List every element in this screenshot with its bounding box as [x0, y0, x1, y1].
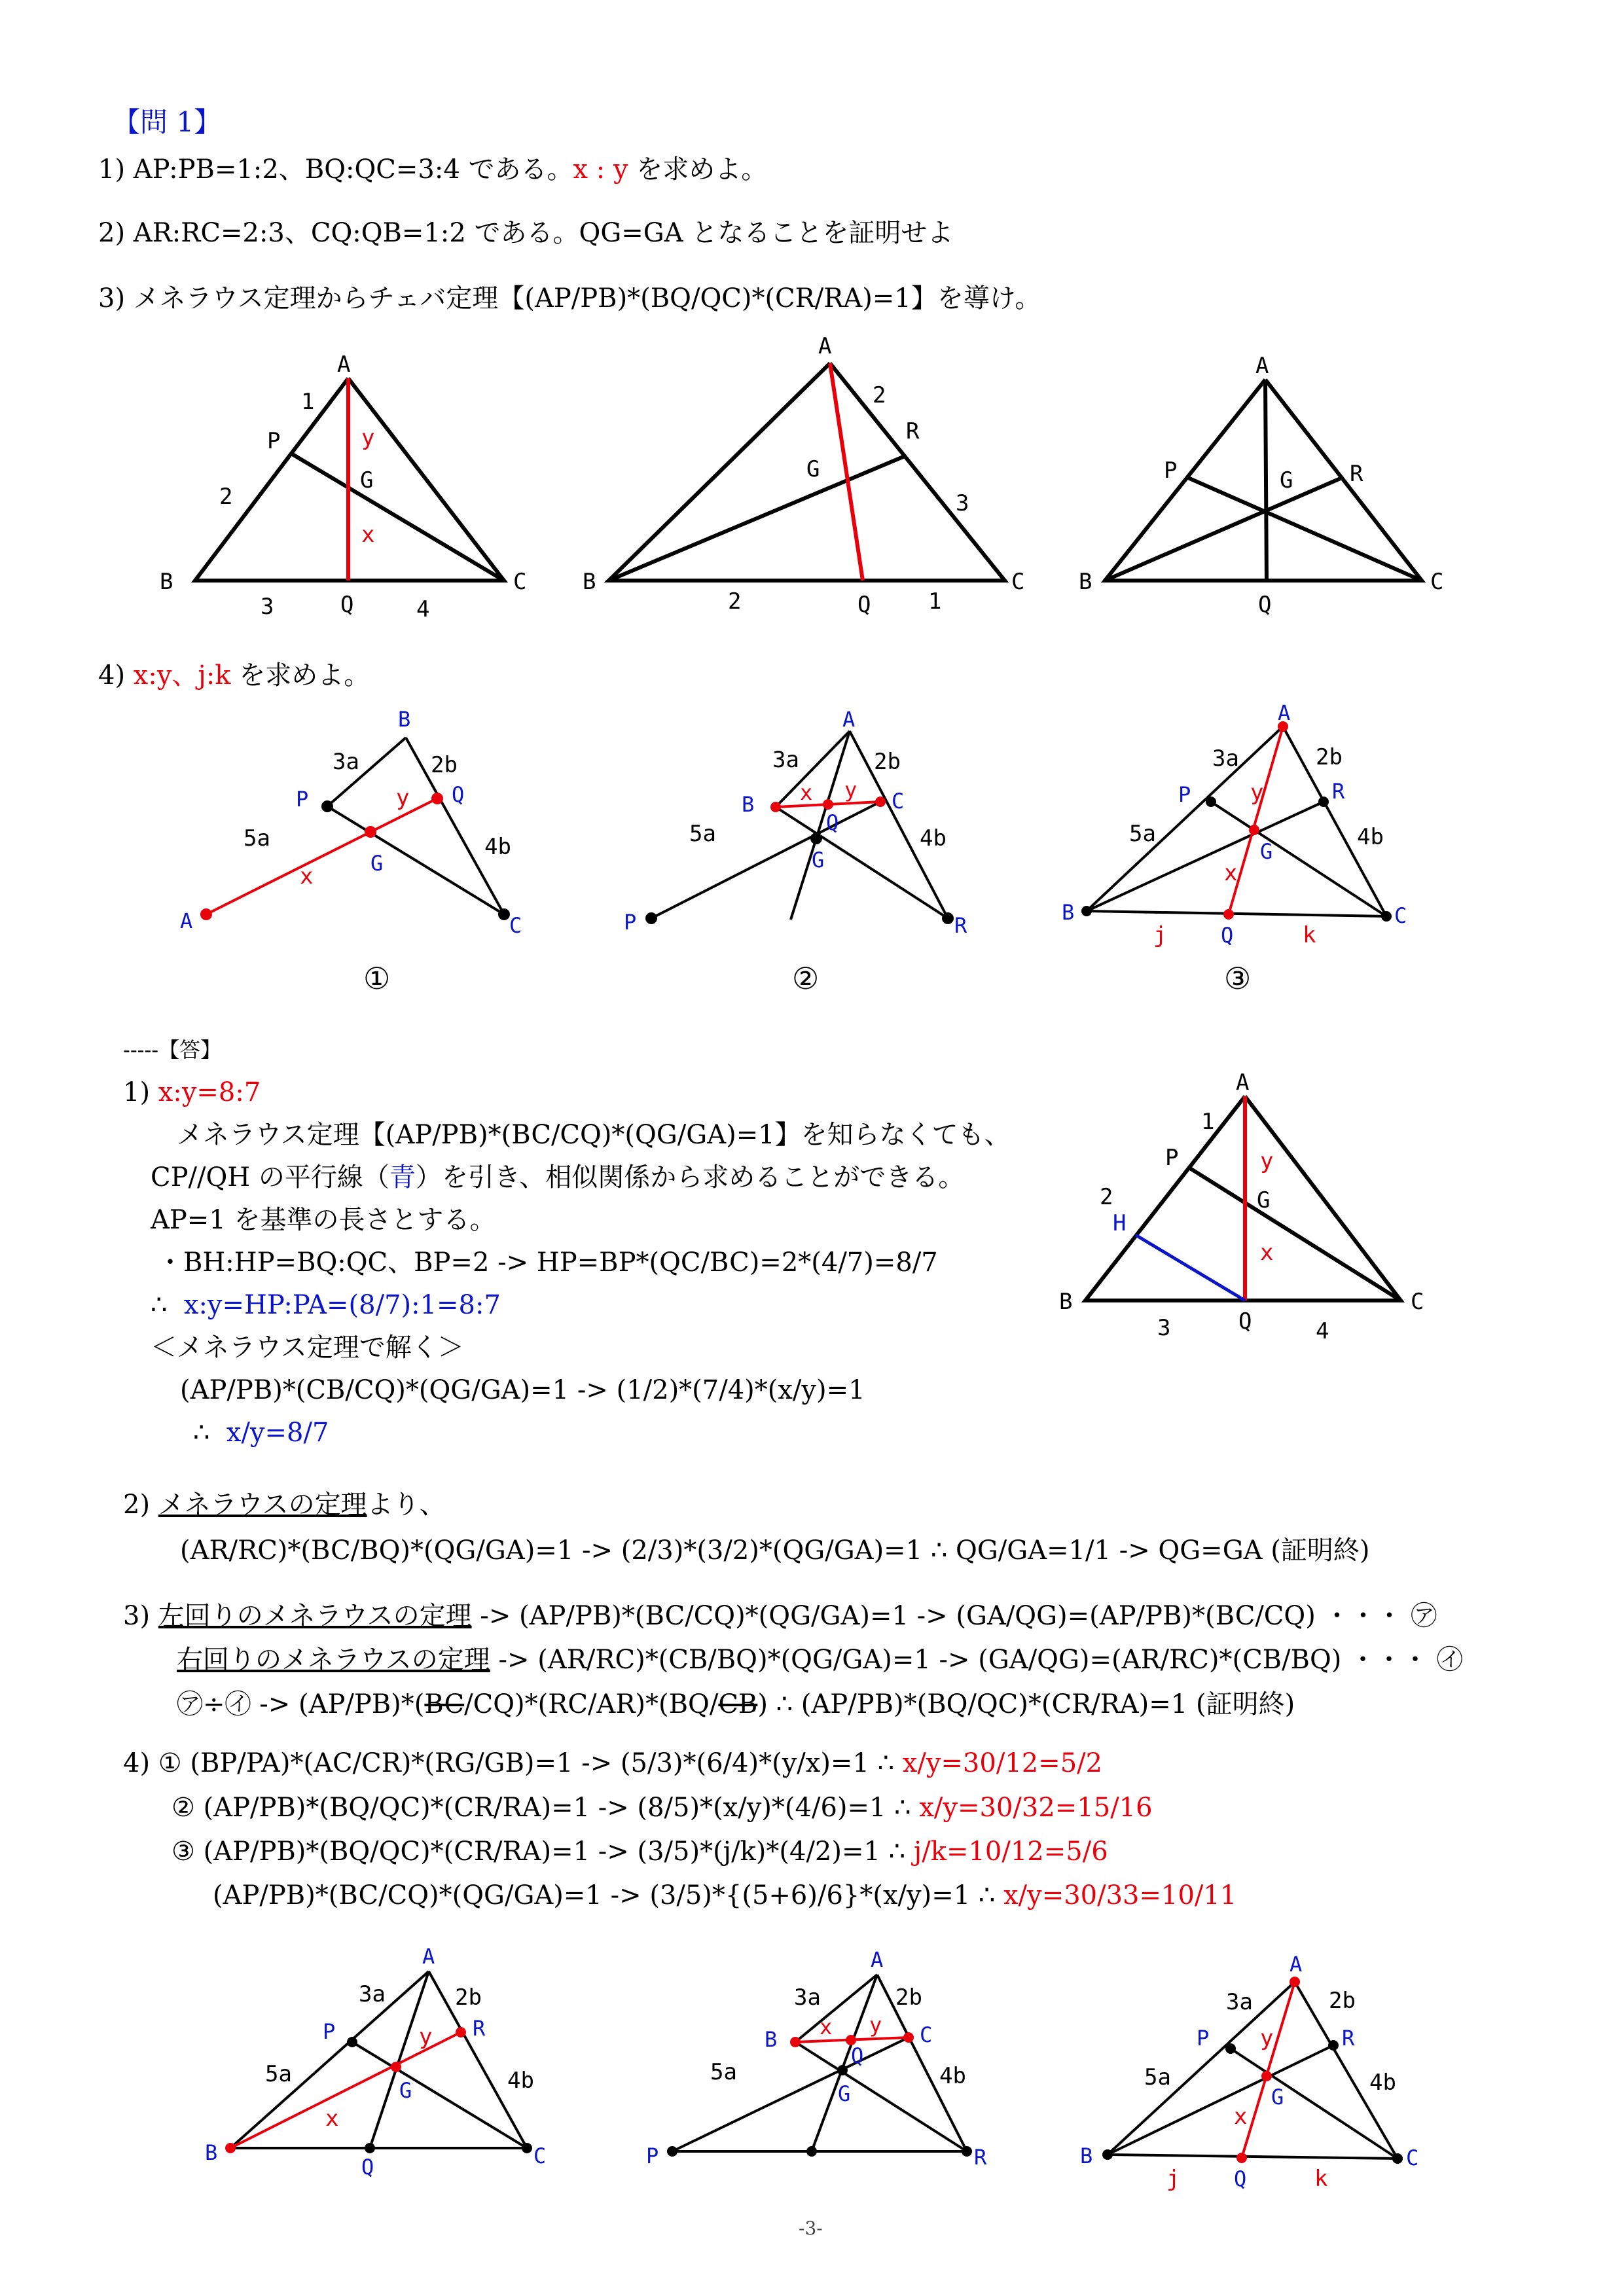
answer-1-line-8 — [193, 1417, 329, 1448]
segment-label-3: 3 — [956, 490, 969, 516]
answer-header: -----【答】 — [123, 1037, 222, 1062]
point-label-a: A — [871, 1947, 884, 1972]
division-equation-b: /CQ)*(RC/AR)*(BQ/ — [464, 1689, 719, 1719]
segment-label-1: 1 — [301, 389, 315, 415]
therefore-sign: ∴ — [193, 1418, 210, 1448]
segment-label-1: 1 — [928, 588, 942, 615]
point-label-q: Q — [857, 592, 871, 618]
cancelled-term-1: BC — [424, 1689, 465, 1719]
segment-label-x: x — [300, 863, 314, 889]
segment-label-y: y — [1260, 2025, 1274, 2051]
problem-heading: 【問 1】 — [113, 106, 222, 138]
segment-label-4b: 4b — [920, 825, 947, 852]
question-1 — [98, 154, 767, 185]
segment-label-x: x — [820, 2015, 833, 2039]
segment-label-3: 3 — [261, 594, 274, 620]
answer-1-line-3: AP=1 を基準の長さとする。 — [151, 1205, 496, 1235]
point-label-g: G — [399, 2078, 412, 2103]
segment-label-2b: 2b — [874, 749, 901, 775]
segment-label-y: y — [396, 785, 410, 811]
right-menelaus-equation: -> (AR/RC)*(CB/BQ)*(QG/GA)=1 -> (GA/QG)=(AR/RC)*(CB/BQ) ・・・ ㋑ — [490, 1645, 1463, 1675]
menelaus-theorem-title: メネラウスの定理 — [158, 1490, 367, 1520]
segment-label-5a: 5a — [244, 825, 270, 852]
point-label-g: G — [1271, 2085, 1284, 2109]
segment-label-2b: 2b — [431, 752, 458, 778]
point-label-r: R — [954, 913, 967, 938]
point-label-g: G — [1257, 1187, 1271, 1213]
division-equation-c: ) ∴ (AP/PB)*(BQ/QC)*(CR/RA)=1 (証明終) — [757, 1689, 1295, 1719]
segment-label-y: y — [844, 778, 857, 802]
answer-4-result: x/y=30/12=5/2 — [902, 1748, 1103, 1778]
figure-marker-3: ③ — [1224, 961, 1252, 996]
vertex-label-c: C — [513, 569, 527, 595]
right-menelaus-title: 右回りのメネラウスの定理 — [177, 1645, 490, 1675]
segment-label-5a: 5a — [689, 821, 716, 847]
answer-number: 3) — [123, 1601, 151, 1631]
segment-label-2: 2 — [1100, 1184, 1113, 1210]
segment-label-2b: 2b — [1316, 744, 1343, 770]
answer-2-suffix: より、 — [367, 1490, 446, 1520]
segment-label-5a: 5a — [1144, 2064, 1171, 2090]
point-label-b: B — [205, 2140, 218, 2165]
segment-label-5a: 5a — [265, 2061, 292, 2087]
point-label-r: R — [974, 2145, 987, 2170]
answer-4-line-4 — [213, 1880, 1236, 1911]
vertex-label-c: C — [1430, 569, 1444, 595]
point-label-q: Q — [340, 592, 354, 618]
vertex-label-b: B — [583, 569, 596, 595]
segment-label-2b: 2 — [728, 588, 742, 615]
segment-label-2b: 2b — [895, 1984, 922, 2011]
answer-4-result: j/k=10/12=5/6 — [913, 1837, 1108, 1867]
question-text: AP:PB=1:2、BQ:QC=3:4 である。 — [133, 154, 573, 185]
figure-question-1 — [151, 340, 543, 628]
answer-4-equation: (AP/PB)*(BQ/QC)*(CR/RA)=1 -> (8/5)*(x/y)*(4/6)=1 ∴ — [203, 1793, 911, 1823]
vertex-label-b: B — [1079, 569, 1092, 595]
segment-label-4: 4 — [1316, 1318, 1329, 1344]
segment-label-x: x — [361, 522, 375, 548]
question-2 — [98, 217, 953, 249]
point-label-a: A — [1290, 1952, 1303, 1977]
segment-label-x: x — [1234, 2104, 1248, 2130]
question-text: メネラウス定理からチェバ定理【(AP/PB)*(BQ/QC)*(CR/RA)=1】を導け。 — [133, 283, 1041, 314]
question-text: AR:RC=2:3、CQ:QB=1:2 である。QG=GA となることを証明せよ — [133, 218, 954, 248]
segment-label-3a: 3a — [333, 749, 359, 775]
answer-1-line-1: メネラウス定理【(AP/PB)*(BC/CQ)*(QG/GA)=1】を知らなくても、 — [177, 1120, 1011, 1150]
segment-label-y: y — [1250, 780, 1264, 806]
answer-1-line-4: ・BH:HP=BQ:QC、BP=2 -> HP=BP*(QC/BC)=2*(4/7)=8/7 — [157, 1247, 938, 1278]
answer-4-marker: 4) ① — [123, 1748, 182, 1778]
point-label-a: A — [180, 908, 193, 933]
segment-label-k: k — [1314, 2166, 1328, 2192]
segment-label-3a: 3a — [794, 1984, 821, 2011]
point-label-p: P — [1164, 457, 1178, 484]
segment-label-y: y — [869, 2013, 882, 2037]
point-label-b: B — [1062, 900, 1075, 925]
point-label-c: C — [1394, 903, 1407, 928]
answer-3-line-1 — [123, 1600, 1437, 1632]
point-label-p: P — [1165, 1145, 1179, 1171]
question-number: 1) — [98, 154, 126, 185]
segment-label-3a: 3a — [772, 747, 799, 773]
point-label-a: A — [842, 707, 856, 732]
point-label-q: Q — [851, 2043, 864, 2068]
point-label-q: Q — [452, 782, 465, 807]
answer-4-result: x/y=30/32=15/16 — [919, 1793, 1153, 1823]
figure-marker-1: ① — [363, 961, 391, 996]
point-label-p: P — [296, 787, 309, 812]
figure-answer-4-1 — [196, 1937, 563, 2179]
answer-4-line-2 — [171, 1792, 1153, 1823]
answer-4-equation: (BP/PA)*(AC/CR)*(RG/GB)=1 -> (5/3)*(6/4)*(y/x)=1 ∴ — [190, 1748, 895, 1778]
point-label-p: P — [267, 428, 281, 454]
point-label-c: C — [533, 2144, 547, 2168]
point-label-c: C — [1406, 2145, 1419, 2170]
answer-1-ratio: x:y=HP:PA=(8/7):1=8:7 — [183, 1290, 501, 1320]
point-label-b: B — [1080, 2144, 1093, 2168]
segment-label-x: x — [1260, 1240, 1274, 1266]
segment-label-3a: 3a — [1226, 1989, 1253, 2015]
answer-1-line-2-c: ）を引き、相似関係から求めることができる。 — [415, 1162, 965, 1193]
point-label-g: G — [838, 2081, 851, 2106]
point-label-h: H — [1113, 1210, 1127, 1236]
point-label-q: Q — [1221, 923, 1234, 948]
question-number: 2) — [98, 218, 126, 248]
segment-label-5a: 5a — [710, 2059, 737, 2085]
segment-label-y: y — [419, 2024, 433, 2050]
segment-label-4b: 4b — [1369, 2070, 1396, 2096]
segment-label-j: j — [1153, 922, 1167, 948]
point-label-g: G — [806, 456, 820, 482]
question-number: 4) — [98, 660, 126, 691]
answer-1-value: x:y=8:7 — [158, 1077, 261, 1107]
segment-label-4b: 4b — [484, 834, 511, 860]
segment-label-y: y — [1260, 1148, 1274, 1174]
segment-label-j: j — [1166, 2166, 1180, 2192]
point-label-g: G — [1280, 467, 1293, 493]
segment-label-x: x — [325, 2106, 339, 2132]
point-label-b: B — [765, 2027, 778, 2052]
segment-label-2: 2 — [219, 484, 233, 510]
page-number: -3- — [799, 2217, 823, 2239]
answer-4-marker: ③ — [171, 1837, 195, 1867]
vertex-label-c: C — [1411, 1289, 1424, 1315]
point-label-p: P — [1178, 782, 1191, 807]
vertex-label-b: B — [160, 569, 173, 595]
figure-question-3 — [1067, 340, 1473, 628]
answer-4-result: x/y=30/33=10/11 — [1003, 1880, 1237, 1910]
figure-question-2 — [576, 334, 1047, 628]
figure-answer-4-2 — [628, 1937, 995, 2173]
segment-label-k: k — [1303, 922, 1316, 948]
segment-label-x: x — [1224, 860, 1238, 886]
segment-label-x: x — [800, 780, 813, 805]
answer-1-final: x/y=8/7 — [226, 1418, 329, 1448]
point-label-b: B — [742, 792, 755, 817]
point-label-p: P — [1197, 2026, 1210, 2051]
point-label-b: B — [398, 707, 411, 732]
question-3 — [98, 283, 1041, 314]
question-number: 3) — [98, 283, 126, 314]
segment-label-4: 4 — [416, 596, 430, 622]
answer-4-line-3 — [171, 1836, 1108, 1867]
cancelled-term-2: CB — [718, 1689, 758, 1719]
answer-number: 1) — [123, 1077, 151, 1107]
answer-1-line-6: ＜メネラウス定理で解く＞ — [151, 1333, 464, 1363]
figure-answer-4-3 — [1060, 1937, 1427, 2192]
vertex-label-c: C — [1011, 569, 1025, 595]
figure-answer-1 — [1054, 1067, 1434, 1342]
segment-label-y: y — [361, 425, 375, 451]
point-label-a: A — [422, 1944, 435, 1969]
vertex-label-a: A — [337, 351, 351, 378]
point-label-r: R — [906, 418, 920, 444]
segment-label-4b: 4b — [1357, 824, 1384, 850]
segment-label-3a: 3a — [1212, 745, 1239, 772]
answer-2-title — [123, 1489, 446, 1520]
segment-label-2: 2 — [873, 382, 886, 408]
point-label-a: A — [1278, 700, 1291, 725]
answer-1-line-2-blue: 青 — [389, 1162, 416, 1193]
question-text-end: を求めよ。 — [239, 660, 370, 691]
point-label-q: Q — [826, 810, 839, 835]
question-4 — [98, 660, 370, 691]
answer-number: 2) — [123, 1490, 151, 1520]
point-label-g: G — [370, 851, 384, 876]
vertex-label-a: A — [818, 333, 832, 359]
vertex-label-a: A — [1236, 1069, 1250, 1096]
answer-1-result — [123, 1077, 261, 1108]
answer-4-line-1 — [123, 1748, 1102, 1779]
segment-label-2b: 2b — [455, 1984, 482, 2011]
point-label-p: P — [624, 910, 637, 935]
answer-3-line-2 — [177, 1644, 1463, 1676]
point-label-r: R — [473, 2016, 486, 2041]
therefore-sign: ∴ — [151, 1290, 168, 1320]
vertex-label-b: B — [1059, 1289, 1073, 1315]
answer-1-line-2 — [151, 1162, 964, 1193]
figure-q4-1 — [170, 700, 543, 936]
answer-3-line-3 — [177, 1689, 1295, 1720]
answer-4-marker: ② — [171, 1793, 195, 1823]
point-label-c: C — [509, 913, 522, 938]
point-label-r: R — [1350, 461, 1363, 487]
segment-label-3: 3 — [1157, 1315, 1171, 1341]
figure-q4-3 — [1054, 700, 1427, 949]
left-menelaus-equation: -> (AP/PB)*(BC/CQ)*(QG/GA)=1 -> (GA/QG)=(AP/PB)*(BC/CQ) ・・・ ㋐ — [471, 1601, 1437, 1631]
segment-label-4b: 4b — [507, 2068, 534, 2094]
segment-label-3a: 3a — [359, 1981, 386, 2007]
segment-label-1: 1 — [1201, 1109, 1215, 1135]
figure-q4-2 — [615, 704, 988, 939]
point-label-q: Q — [361, 2155, 374, 2179]
point-label-q: Q — [1258, 592, 1272, 618]
point-label-g: G — [1260, 839, 1273, 864]
answer-4-equation: (AP/PB)*(BQ/QC)*(CR/RA)=1 -> (3/5)*(j/k)*(4/2)=1 ∴ — [203, 1837, 906, 1867]
segment-label-5a: 5a — [1129, 821, 1156, 847]
point-label-g: G — [812, 848, 825, 872]
point-label-c: C — [892, 789, 905, 814]
answer-1-line-7: (AP/PB)*(CB/CQ)*(QG/GA)=1 -> (1/2)*(7/4)*(x/y)=1 — [180, 1375, 865, 1405]
vertex-label-a: A — [1255, 353, 1269, 379]
question-highlight: x:y、j:k — [133, 660, 231, 691]
point-label-p: P — [646, 2144, 659, 2168]
point-label-r: R — [1332, 779, 1345, 804]
point-label-g: G — [360, 467, 374, 493]
answer-1-line-5 — [151, 1289, 501, 1321]
question-highlight: x : y — [573, 154, 628, 185]
answer-2-equation: (AR/RC)*(BC/BQ)*(QG/GA)=1 -> (2/3)*(3/2)*(QG/GA)=1 ∴ QG/GA=1/1 -> QG=GA (証明終) — [180, 1535, 1370, 1566]
division-equation-a: ㋐÷㋑ -> (AP/PB)*( — [177, 1689, 425, 1719]
answer-1-line-2-a: CP//QH の平行線（ — [151, 1162, 389, 1193]
question-text-end: を求めよ。 — [636, 154, 768, 185]
left-menelaus-title: 左回りのメネラウスの定理 — [158, 1601, 472, 1631]
point-label-c: C — [920, 2022, 933, 2047]
segment-label-2b: 2b — [1329, 1988, 1356, 2014]
answer-4-equation: (AP/PB)*(BC/CQ)*(QG/GA)=1 -> (3/5)*{(5+6)/6}*(x/y)=1 ∴ — [213, 1880, 996, 1910]
point-label-q: Q — [1238, 1308, 1252, 1335]
figure-marker-2: ② — [792, 961, 820, 996]
point-label-p: P — [323, 2019, 336, 2044]
segment-label-4b: 4b — [939, 2063, 966, 2089]
point-label-q: Q — [1234, 2166, 1247, 2191]
point-label-r: R — [1342, 2026, 1355, 2051]
